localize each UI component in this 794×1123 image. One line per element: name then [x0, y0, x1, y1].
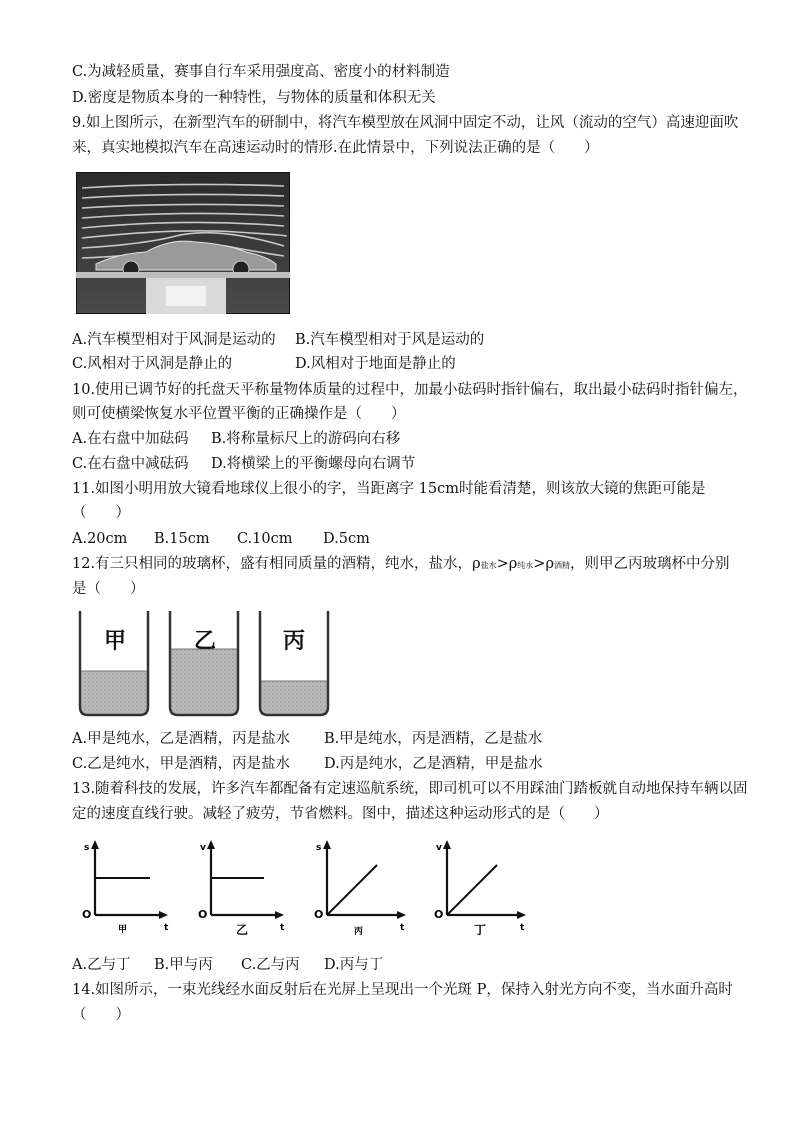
q13-stem-line2: 定的速度直线行驶。减轻了疲劳，节省燃料。图中，描述这种运动形式的是（ ）: [72, 806, 609, 822]
graph-jia-name: 甲: [118, 925, 128, 935]
graph-yi-name: 乙: [236, 923, 249, 937]
q9-stem-line1: 9.如上图所示，在新型汽车的研制中，将汽车模型放在风洞中固定不动，让风（流动的空气）高速迎面吹: [72, 115, 739, 131]
q11-option-d: D.5cm: [323, 531, 370, 547]
q10-stem-line1: 10.使用已调节好的托盘天平称量物体质量的过程中，加最小砝码时指针偏右，取出最小砝码时指针偏左，: [72, 382, 748, 398]
q12-stem-line2: 是（ ）: [72, 581, 145, 597]
graph-ding-x-label: t: [520, 923, 525, 933]
greater-than: >: [533, 556, 546, 572]
q12-option-d: D.丙是纯水，乙是酒精，甲是盐水: [324, 756, 543, 772]
graph-jia-y-label: s: [84, 843, 90, 853]
wind-tunnel-photo: [76, 172, 290, 314]
q13-option-a: A.乙与丁: [72, 957, 131, 973]
q9-option-c: C.风相对于风洞是静止的: [72, 356, 233, 372]
graph-yi-y-label: v: [200, 843, 206, 853]
graph-ding-y-label: v: [436, 843, 442, 853]
q11-stem-line2: （ ）: [72, 505, 130, 521]
rho-symbol: ρ: [545, 556, 554, 572]
q12-stem-line1: [72, 554, 729, 576]
graph-bing-origin: O: [314, 908, 324, 921]
q10-option-d: D.将横梁上的平衡螺母向右调节: [211, 456, 416, 472]
q9-option-a: A.汽车模型相对于风洞是运动的: [72, 332, 276, 348]
graph-jia-origin: O: [82, 908, 92, 921]
q12-stem-text-pre: 12.有三只相同的玻璃杯，盛有相同质量的酒精，纯水，盐水，: [72, 556, 473, 572]
graph-ding-name: 丁: [474, 923, 487, 937]
q13-option-b: B.甲与丙: [154, 957, 213, 973]
q10-stem-line2: 则可使横梁恢复水平位置平衡的正确操作是（ ）: [72, 406, 406, 422]
cup-yi: [170, 611, 238, 715]
q11-option-a: A.20cm: [72, 531, 128, 547]
greater-than: >: [496, 556, 509, 572]
cup-label-bing: 丙: [283, 629, 306, 654]
q12-option-a: A.甲是纯水，乙是酒精，丙是盐水: [72, 731, 291, 747]
q14-stem-line1: 14.如图所示，一束光线经水面反射后在光屏上呈现出一个光斑 P，保持入射光方向不变，当水面升高时: [72, 982, 733, 998]
rho-subscript-alcohol: 酒精: [553, 561, 570, 570]
graph-jia: [80, 838, 172, 938]
q12-option-c: C.乙是纯水，甲是酒精，丙是盐水: [72, 756, 291, 772]
graph-yi: [196, 838, 288, 938]
q12-option-b: B.甲是纯水，丙是酒精，乙是盐水: [324, 731, 543, 747]
graph-yi-origin: O: [198, 908, 208, 921]
rho-subscript-saltwater: 盐水: [480, 561, 497, 570]
cup-bing: [260, 611, 328, 715]
rho-subscript-purewater: 纯水: [517, 561, 534, 570]
q9-option-d: D.风相对于地面是静止的: [295, 356, 456, 372]
q11-option-b: B.15cm: [154, 531, 210, 547]
graph-bing-y-label: s: [316, 843, 322, 853]
q14-stem-line2: （ ）: [72, 1007, 130, 1023]
q13-stem-line1: 13.随着科技的发展，许多汽车都配备有定速巡航系统，即司机可以不用踩油门踏板就自动地保持车辆以固: [72, 781, 748, 797]
q11-stem-line1: 11.如图小明用放大镜看地球仪上很小的字，当距离字 15cm时能看清楚，则该放大镜的焦距可能是: [72, 481, 706, 497]
q10-option-a: A.在右盘中加砝码: [72, 431, 189, 447]
graph-bing-name: 丙: [354, 927, 364, 937]
q8-option-c: C.为减轻质量，赛事自行车采用强度高、密度小的材料制造: [72, 64, 450, 80]
graph-ding-origin: O: [434, 908, 444, 921]
three-glass-cups: [76, 609, 334, 719]
q8-option-d: D.密度是物质本身的一种特性，与物体的质量和体积无关: [72, 90, 436, 106]
cup-jia: [80, 611, 148, 715]
q13-option-c: C.乙与丙: [241, 957, 300, 973]
graph-bing: [312, 838, 412, 938]
cup-label-jia: 甲: [104, 629, 127, 654]
graph-ding: [432, 838, 532, 938]
q12-stem-text-post: ，则甲乙丙玻璃杯中分别: [569, 556, 730, 572]
q11-option-c: C.10cm: [237, 531, 293, 547]
q9-option-b: B.汽车模型相对于风是运动的: [295, 332, 485, 348]
rho-symbol: ρ: [472, 556, 481, 572]
q10-option-b: B.将称量标尺上的游码向右移: [211, 431, 401, 447]
q9-stem-line2: 来，真实地模拟汽车在高速运动时的情形.在此情景中，下列说法正确的是（ ）: [72, 140, 599, 156]
q10-option-c: C.在右盘中减砝码: [72, 456, 189, 472]
rho-symbol: ρ: [508, 556, 518, 572]
cup-label-yi: 乙: [194, 629, 217, 654]
q13-option-d: D.丙与丁: [324, 957, 384, 973]
graph-bing-x-label: t: [400, 923, 405, 933]
graph-yi-x-label: t: [280, 923, 285, 933]
graph-jia-x-label: t: [164, 923, 169, 933]
